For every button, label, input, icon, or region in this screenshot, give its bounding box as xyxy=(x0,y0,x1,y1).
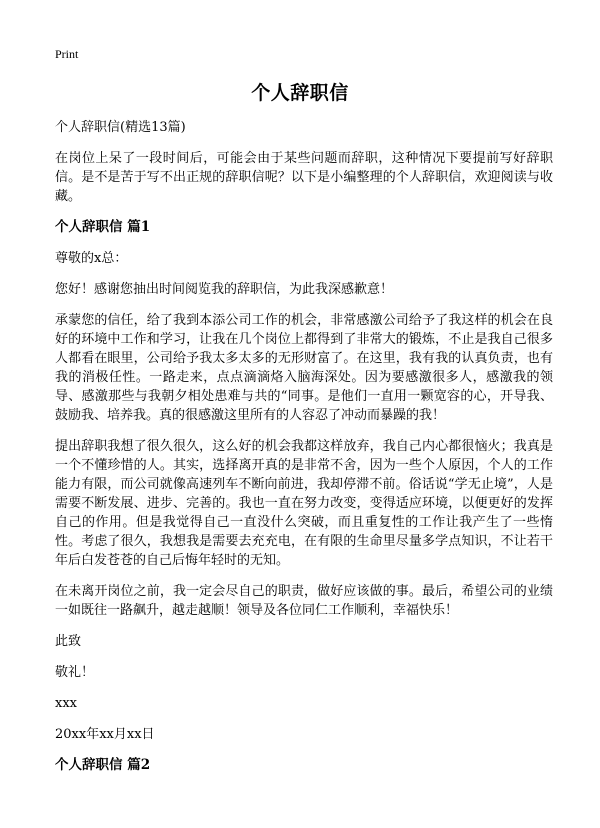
greeting: 您好！感谢您抽出时间阅览我的辞职信，为此我深感歉意！ xyxy=(55,282,394,297)
closing-line-2: 敬礼！ xyxy=(55,665,95,680)
salutation: 尊敬的x总： xyxy=(55,251,128,266)
print-link[interactable]: Print xyxy=(55,47,79,61)
body-paragraph-1: 承蒙您的信任，给了我到本添公司工作的机会，非常感激公司给予了我这样的机会在良好的环境中工作和学习，让我在几个岗位上都得到了非常大的锻炼，不止是我自己很多人都看在眼里，公司给予我太多太多的无形财富了。在这里，我有我的认真负责，也有我的消极任性。一路走来，点点滴滴烙入脑海深处。因为要感激很多人，感激我的领导、感激那些与我朝夕相处患难与共的“同事。是他们一直用一颗宽容的心，开导我、鼓励我、培养我。真的很感激这里所有的人容忍了冲动而暴躁的我！ xyxy=(55,313,553,423)
body-paragraph-2: 提出辞职我想了很久很久，这么好的机会我都这样放弃，我自己内心都很恼火；我真是一个不懂珍惜的人。其实，选择离开真的是非常不舍，因为一些个人原因，个人的工作能力有限，而公司就像高速列车不断向前进，我却停滞不前。俗话说“学无止境”，人是需要不断发展、进步、完善的。我也一直在努力改变，变得适应环境，以便更好的发挥自己的作用。但是我觉得自己一直没什么突破，而且重复性的工作让我产生了一些惰性。考虑了很久，我想我是需要去充充电，在有限的生命里尽量多学点知识，不让若干年后白发苍苍的自己后悔年轻时的无知。 xyxy=(55,439,553,568)
document-body xyxy=(55,118,553,787)
letter-date: 20xx年xx月xx日 xyxy=(55,727,155,742)
section-heading-2: 个人辞职信 篇2 xyxy=(55,757,151,773)
closing-line-1: 此致 xyxy=(55,634,82,649)
signature: xxx xyxy=(55,696,77,711)
intro-paragraph: 在岗位上呆了一段时间后，可能会由于某些问题而辞职，这种情况下要提前写好辞职信。是不是苦于写不出正规的辞职信呢？以下是小编整理的个人辞职信，欢迎阅读与收藏。 xyxy=(55,151,553,204)
section-heading-1: 个人辞职信 篇1 xyxy=(55,219,151,235)
body-paragraph-3: 在未离开岗位之前，我一定会尽自己的职责，做好应该做的事。最后，希望公司的业绩一如既往一路飙升，越走越顺！领导及各位同仁工作顺利，幸福快乐！ xyxy=(55,584,553,618)
document-subtitle: 个人辞职信(精选13篇) xyxy=(55,120,186,135)
page-title: 个人辞职信 xyxy=(251,82,349,104)
